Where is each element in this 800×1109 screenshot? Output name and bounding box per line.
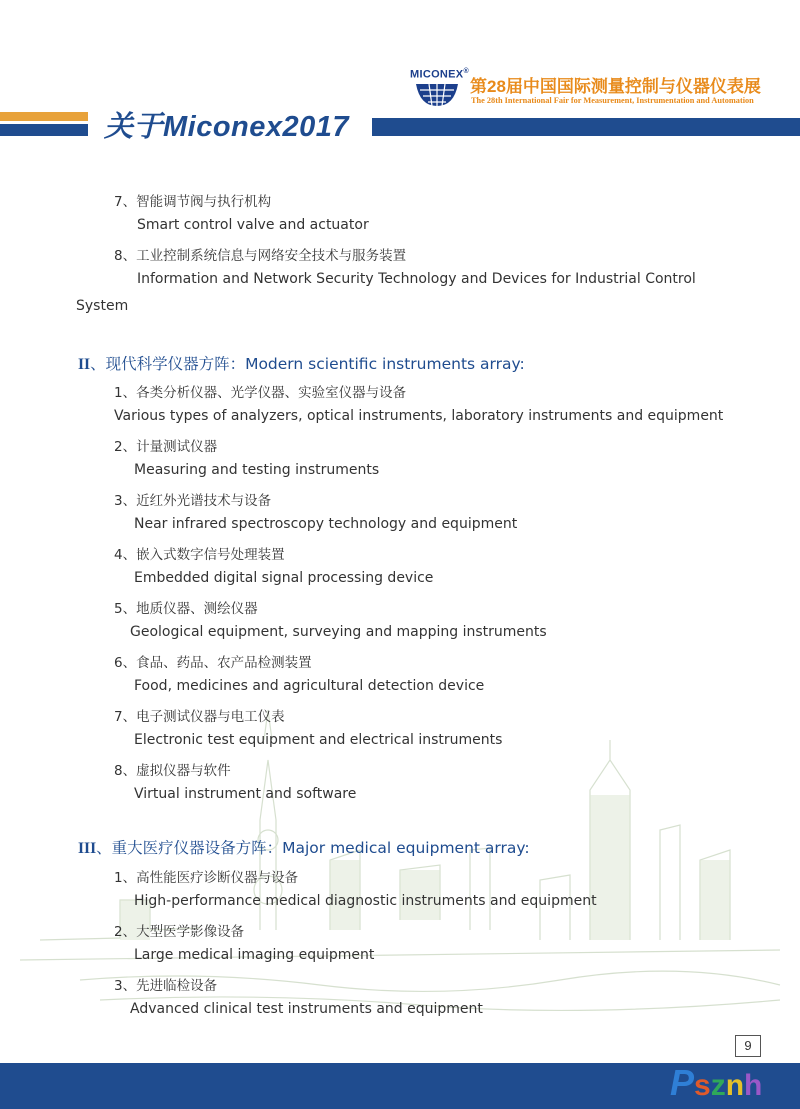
list-item-en: Virtual instrument and software: [134, 786, 357, 802]
header-accent-bars: [0, 112, 88, 136]
header-rule: [372, 118, 800, 136]
list-item-zh: 3、先进临检设备: [114, 978, 218, 994]
page-title: 关于Miconex2017: [104, 111, 350, 143]
list-item-zh: 2、计量测试仪器: [114, 439, 218, 455]
miconex-logo: [410, 68, 469, 110]
list-item-en: Measuring and testing instruments: [134, 462, 380, 478]
list-item-en: Advanced clinical test instruments and equipment: [130, 1001, 483, 1017]
section-heading: III、重大医疗仪器设备方阵：Major medical equipment array:: [78, 839, 530, 857]
list-item-en: Near infrared spectroscopy technology and equipment: [134, 516, 518, 532]
list-item-en: Electronic test equipment and electrical instruments: [134, 732, 503, 748]
list-item-zh: 1、各类分析仪器、光学仪器、实验室仪器与设备: [114, 385, 407, 401]
page-number: 9: [735, 1035, 761, 1057]
list-item-en: Various types of analyzers, optical instruments, laboratory instruments and equipment: [114, 408, 724, 424]
list-item-zh: 7、电子测试仪器与电工仪表: [114, 709, 285, 725]
list-item-zh: 3、近红外光谱技术与设备: [114, 493, 272, 509]
list-item-zh: 2、大型医学影像设备: [114, 924, 245, 940]
list-item-zh: 8、虚拟仪器与软件: [114, 763, 231, 779]
list-item-en: Information and Network Security Technology and Devices for Industrial Control: [137, 271, 696, 287]
globe-icon: [414, 82, 460, 108]
list-item-zh: 1、高性能医疗诊断仪器与设备: [114, 870, 299, 886]
list-item-zh: 4、嵌入式数字信号处理装置: [114, 547, 285, 563]
logo-text: MICONEX®: [410, 68, 469, 81]
list-item-en: Smart control valve and actuator: [137, 217, 369, 233]
section-heading: II、现代科学仪器方阵：Modern scientific instruments array:: [78, 355, 525, 373]
list-item-en: Large medical imaging equipment: [134, 947, 375, 963]
list-item-zh: 6、食品、药品、农产品检测装置: [114, 655, 312, 671]
list-item-en: Food, medicines and agricultural detection device: [134, 678, 485, 694]
expo-subtitle: The 28th International Fair for Measurement, Instrumentation and Automation: [471, 96, 754, 105]
list-item-en: Geological equipment, surveying and mapping instruments: [130, 624, 547, 640]
list-item-zh: 5、地质仪器、测绘仪器: [114, 601, 258, 617]
list-item-en: Embedded digital signal processing device: [134, 570, 434, 586]
list-item-en: High-performance medical diagnostic instruments and equipment: [134, 893, 597, 909]
list-item-en-continued: System: [76, 298, 129, 314]
watermark-logo: Psznh: [670, 1062, 763, 1103]
expo-title: 第28届中国国际测量控制与仪器仪表展: [470, 77, 761, 96]
list-item-zh: 8、工业控制系统信息与网络安全技术与服务装置: [114, 248, 407, 264]
list-item-zh: 7、智能调节阀与执行机构: [114, 194, 272, 210]
